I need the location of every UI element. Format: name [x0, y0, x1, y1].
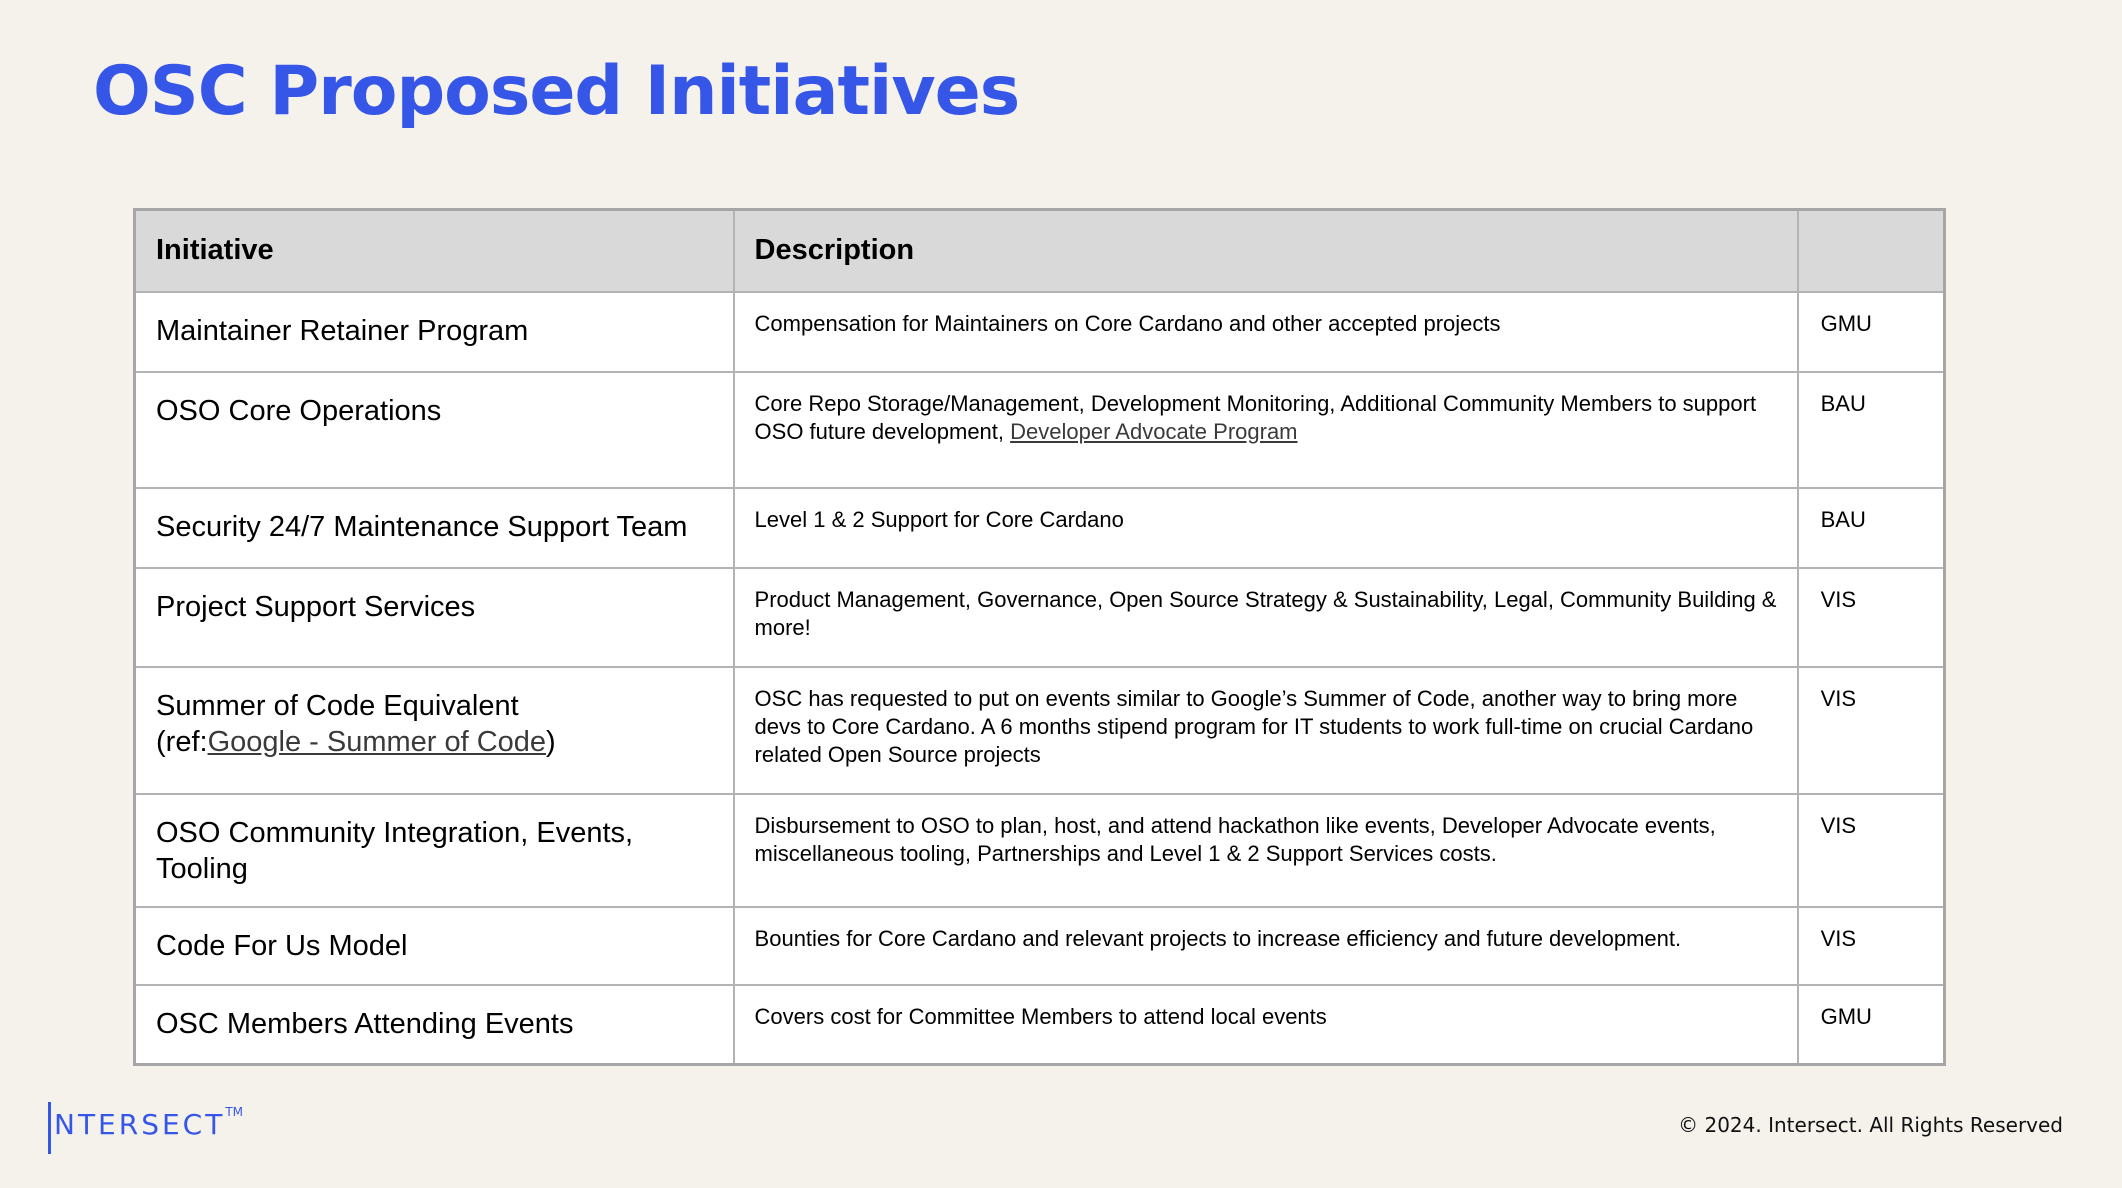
initiative-description: OSC has requested to put on events similar to Google’s Summer of Code, another way to bring more devs to Core Cardano. A 6 months stipend program for IT students to work full-time on crucial Cardano related Open Source projects: [754, 685, 1754, 767]
category-tag: VIS: [1820, 586, 1857, 612]
intersect-logo: [44, 1098, 243, 1150]
category-tag: BAU: [1820, 390, 1866, 416]
initiative-name: OSC Members Attending Events: [156, 1007, 574, 1040]
description-cell: [734, 488, 1798, 568]
logo-bar-icon: [48, 1102, 51, 1154]
initiative-name: Maintainer Retainer Program: [156, 314, 529, 347]
initiative-name: Project Support Services: [156, 590, 476, 623]
description-cell: [734, 985, 1798, 1065]
category-tag: BAU: [1820, 506, 1866, 532]
category-tag: VIS: [1820, 925, 1857, 951]
description-cell: [734, 907, 1798, 985]
initiative-description: Disbursement to OSO to plan, host, and attend hackathon like events, Developer Advocate events, miscellaneous tooling, Partnerships and Level 1 & 2 Support Services costs.: [754, 812, 1716, 866]
initiative-cell: [135, 568, 734, 667]
initiatives-table: [133, 208, 1946, 1066]
initiative-cell: [135, 488, 734, 568]
initiative-cell: [135, 794, 734, 907]
description-cell: [734, 568, 1798, 667]
initiative-cell: [135, 907, 734, 985]
description-cell: [734, 372, 1798, 488]
page-title: OSC Proposed Initiatives: [93, 52, 1020, 131]
description-cell: [734, 292, 1798, 372]
header-description: Description: [734, 210, 1798, 292]
initiative-description: Covers cost for Committee Members to attend local events: [754, 1003, 1327, 1029]
header-category: [1798, 210, 1945, 292]
initiative-cell: [135, 372, 734, 488]
ref-prefix: (ref:: [156, 725, 208, 758]
category-cell: [1798, 907, 1945, 985]
description-cell: [734, 667, 1798, 794]
category-cell: [1798, 794, 1945, 907]
initiative-name: OSO Community Integration, Events, Tooling: [156, 816, 634, 885]
table-row: [135, 907, 1945, 985]
category-cell: [1798, 568, 1945, 667]
table-row: [135, 568, 1945, 667]
copyright-notice: © 2024. Intersect. All Rights Reserved: [1678, 1113, 2063, 1137]
category-cell: [1798, 488, 1945, 568]
category-cell: [1798, 667, 1945, 794]
table-row: [135, 292, 1945, 372]
category-tag: GMU: [1820, 310, 1872, 336]
category-tag: GMU: [1820, 1003, 1872, 1029]
logo-trademark: TM: [225, 1105, 244, 1119]
category-tag: VIS: [1820, 812, 1857, 838]
initiative-name: Security 24/7 Maintenance Support Team: [156, 510, 688, 543]
category-tag: VIS: [1820, 685, 1857, 711]
initiative-name: OSO Core Operations: [156, 394, 442, 427]
initiative-description: Compensation for Maintainers on Core Cardano and other accepted projects: [754, 310, 1501, 336]
initiative-description: Bounties for Core Cardano and relevant projects to increase efficiency and future development.: [754, 925, 1682, 951]
logo-wordmark: NTERSECT: [54, 1107, 226, 1141]
header-initiative: Initiative: [135, 210, 734, 292]
google-summer-of-code-link[interactable]: Google - Summer of Code: [207, 725, 547, 758]
table-row: [135, 667, 1945, 794]
table-row: [135, 488, 1945, 568]
category-cell: [1798, 292, 1945, 372]
description-cell: [734, 794, 1798, 907]
initiative-description: Level 1 & 2 Support for Core Cardano: [754, 506, 1124, 532]
initiative-cell: [135, 667, 734, 794]
initiative-name: Code For Us Model: [156, 929, 408, 962]
initiative-name: Summer of Code Equivalent: [156, 689, 519, 722]
initiative-cell: [135, 292, 734, 372]
table-row: [135, 985, 1945, 1065]
initiative-cell: [135, 985, 734, 1065]
category-cell: [1798, 372, 1945, 488]
category-cell: [1798, 985, 1945, 1065]
table-header-row: [135, 210, 1945, 292]
developer-advocate-program-link[interactable]: Developer Advocate Program: [1010, 418, 1298, 444]
initiative-description: Product Management, Governance, Open Source Strategy & Sustainability, Legal, Community Building & more!: [754, 586, 1777, 640]
ref-suffix: ): [546, 725, 556, 758]
table-row: [135, 794, 1945, 907]
table-row: [135, 372, 1945, 488]
initiative-description: Core Repo Storage/Management, Development Monitoring, Additional Community Members to support OSO future development,: [754, 390, 1757, 444]
